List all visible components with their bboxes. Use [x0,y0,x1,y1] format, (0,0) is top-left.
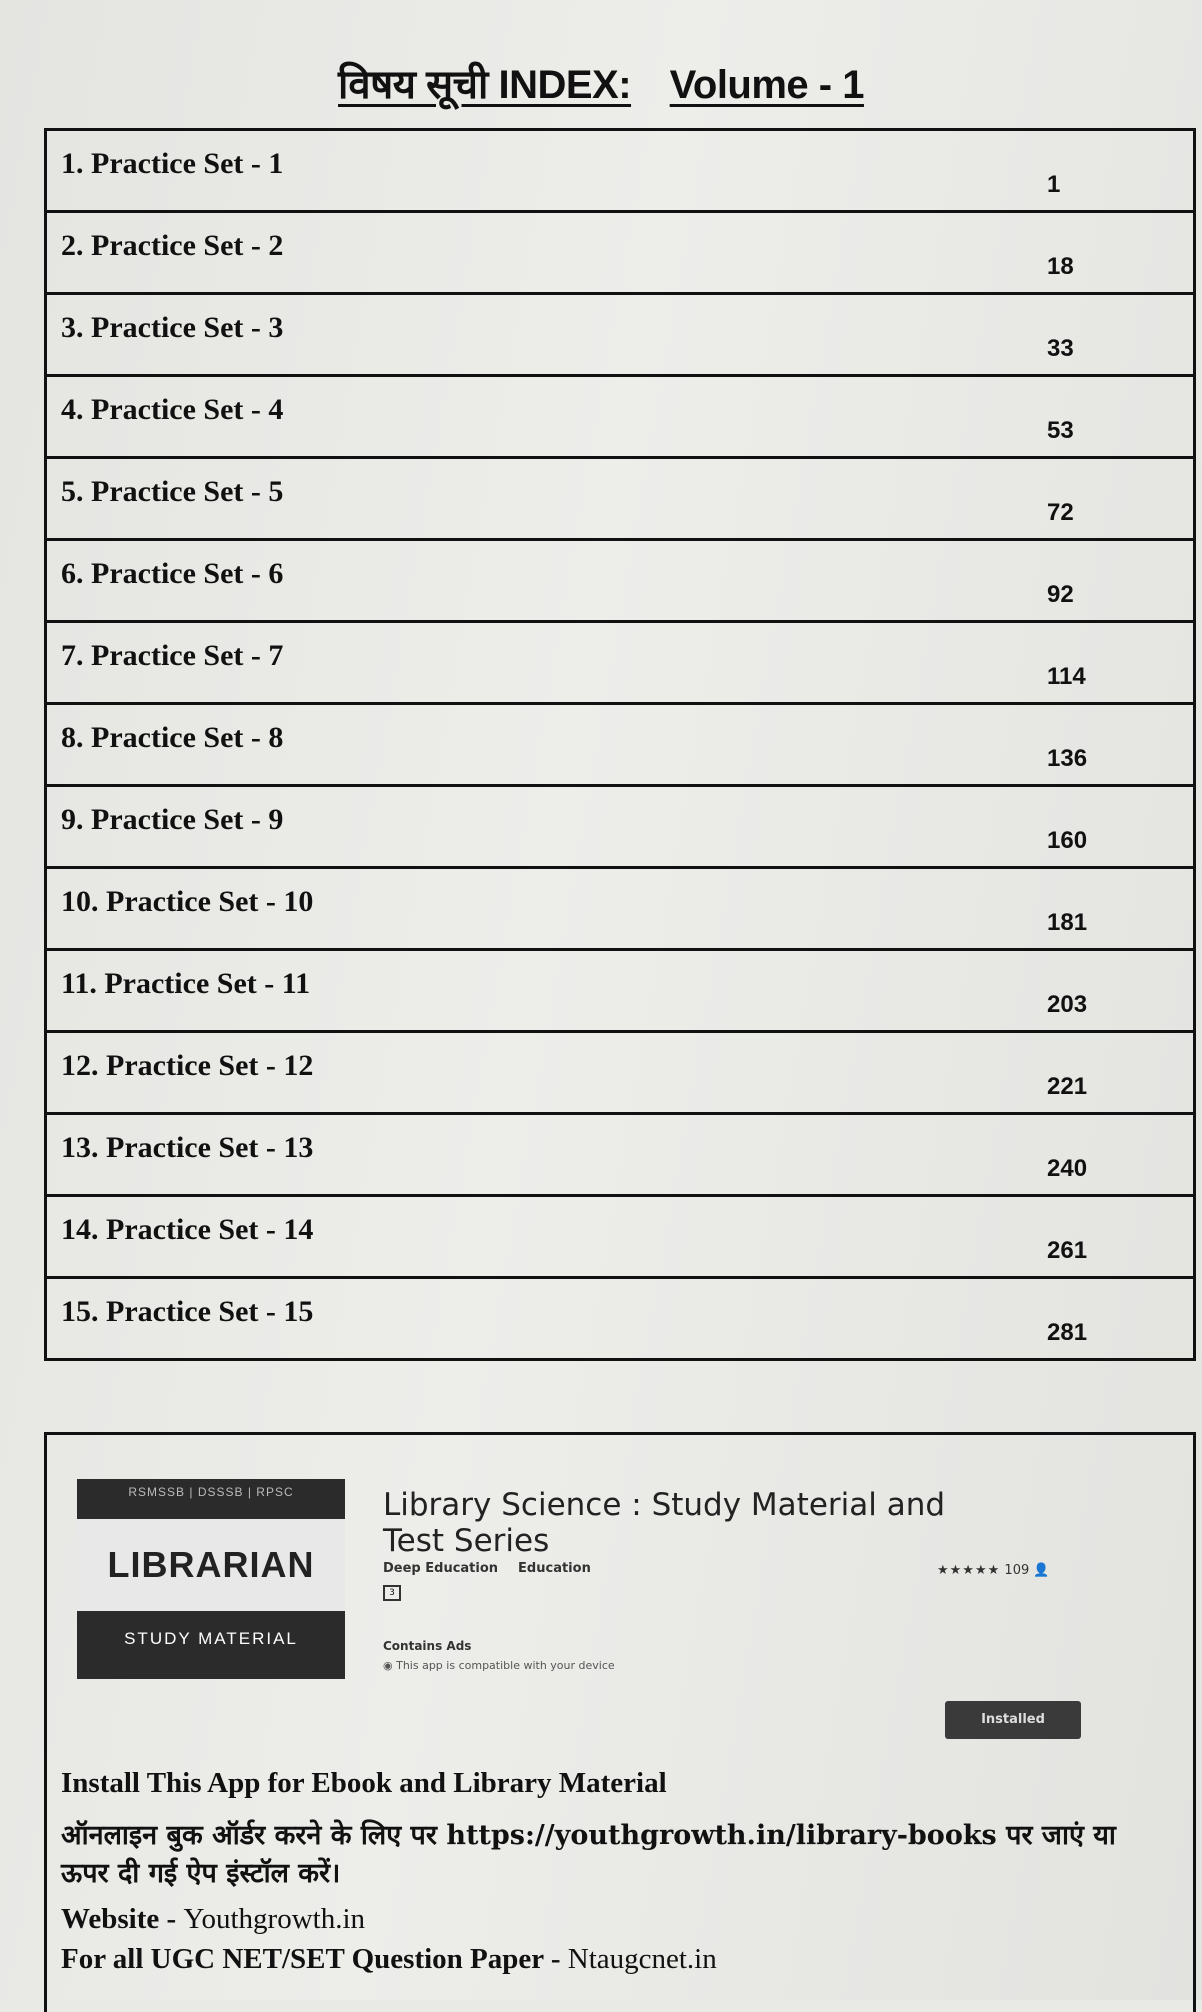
index-row-page: 281 [1047,1319,1088,1346]
index-row-page: 221 [1047,1073,1088,1100]
index-row [47,702,1193,784]
index-row [47,210,1193,292]
compat-text: This app is compatible with your device [396,1659,615,1672]
index-row-page: 240 [1047,1155,1088,1182]
app-store-card [77,1479,1097,1727]
category-link[interactable]: Education [518,1561,591,1576]
index-row-label: 7. Practice Set - 7 [61,639,284,672]
index-row-label: 11. Practice Set - 11 [61,967,311,1000]
index-row-label: 8. Practice Set - 8 [61,721,284,754]
index-row [47,1276,1193,1358]
index-row-page: 72 [1047,499,1074,526]
app-rating [937,1563,1050,1578]
ugc-link[interactable]: Ntaugcnet.in [567,1943,717,1975]
index-row-page: 18 [1047,253,1074,280]
index-row-page: 92 [1047,581,1074,608]
index-row-label: 14. Practice Set - 14 [61,1213,314,1246]
index-row [47,456,1193,538]
person-icon: 👤 [1033,1563,1050,1578]
hindi-order-text: ऑनलाइन बुक ऑर्डर करने के लिए पर https://youthgrowth.in/library-books पर जाएं या ऊपर दी गई ऐप इंस्टॉल करें। [61,1820,1116,1889]
page-title [0,55,1202,110]
index-row [47,538,1193,620]
app-developer-line [383,1561,591,1576]
app-icon-top-text: RSMSSB | DSSSB | RPSC [128,1485,294,1499]
index-row-label: 4. Practice Set - 4 [61,393,284,426]
index-row-label: 5. Practice Set - 5 [61,475,284,508]
index-row-page: 1 [1047,171,1061,198]
rating-stars-icon: ★★★★★ [937,1563,1001,1578]
index-row-page: 181 [1047,909,1088,936]
index-heading: विषय सूची INDEX: [338,63,632,107]
app-promo-box [44,1432,1196,2012]
installed-button[interactable]: Installed [945,1701,1081,1739]
index-row [47,128,1193,210]
index-row [47,866,1193,948]
index-row [47,620,1193,702]
index-row-label: 10. Practice Set - 10 [61,885,314,918]
index-row-label: 15. Practice Set - 15 [61,1295,314,1328]
index-row-page: 261 [1047,1237,1088,1264]
compat-line [383,1659,615,1672]
contains-ads-label: Contains Ads [383,1639,472,1653]
ugc-label: For all UGC NET/SET Question Paper - [61,1943,568,1975]
app-icon[interactable] [77,1479,345,1679]
index-row-page: 203 [1047,991,1088,1018]
index-row-label: 2. Practice Set - 2 [61,229,284,262]
index-row-label: 6. Practice Set - 6 [61,557,284,590]
index-row [47,1112,1193,1194]
rating-count: 109 [1004,1563,1030,1578]
app-title: Library Science : Study Material and Test Series [383,1487,946,1559]
index-row-label: 13. Practice Set - 13 [61,1131,314,1164]
index-row-page: 136 [1047,745,1088,772]
install-message: Install This App for Ebook and Library Material [61,1767,667,1799]
index-row [47,1194,1193,1276]
index-row [47,948,1193,1030]
website-link[interactable]: Youthgrowth.in [183,1903,365,1935]
developer-link[interactable]: Deep Education [383,1561,499,1576]
app-icon-main-text: LIBRARIAN [77,1519,345,1611]
index-row-page: 33 [1047,335,1074,362]
index-row-label: 3. Practice Set - 3 [61,311,284,344]
app-icon-bottom-text: STUDY MATERIAL [124,1629,298,1648]
index-table [44,128,1196,1361]
index-row [47,292,1193,374]
volume-label: Volume - 1 [669,63,864,107]
website-label: Website - [61,1903,184,1935]
website-line [61,1903,365,1936]
ugc-line [61,1943,717,1976]
index-row-page: 53 [1047,417,1074,444]
index-row-label: 12. Practice Set - 12 [61,1049,314,1082]
age-rating-icon: 3 [383,1585,401,1601]
index-row [47,374,1193,456]
check-icon: ◉ [383,1659,397,1672]
index-row-label: 9. Practice Set - 9 [61,803,284,836]
index-row-page: 114 [1047,663,1086,690]
index-row [47,1030,1193,1112]
index-row-label: 1. Practice Set - 1 [61,147,284,180]
index-row [47,784,1193,866]
index-row-page: 160 [1047,827,1088,854]
